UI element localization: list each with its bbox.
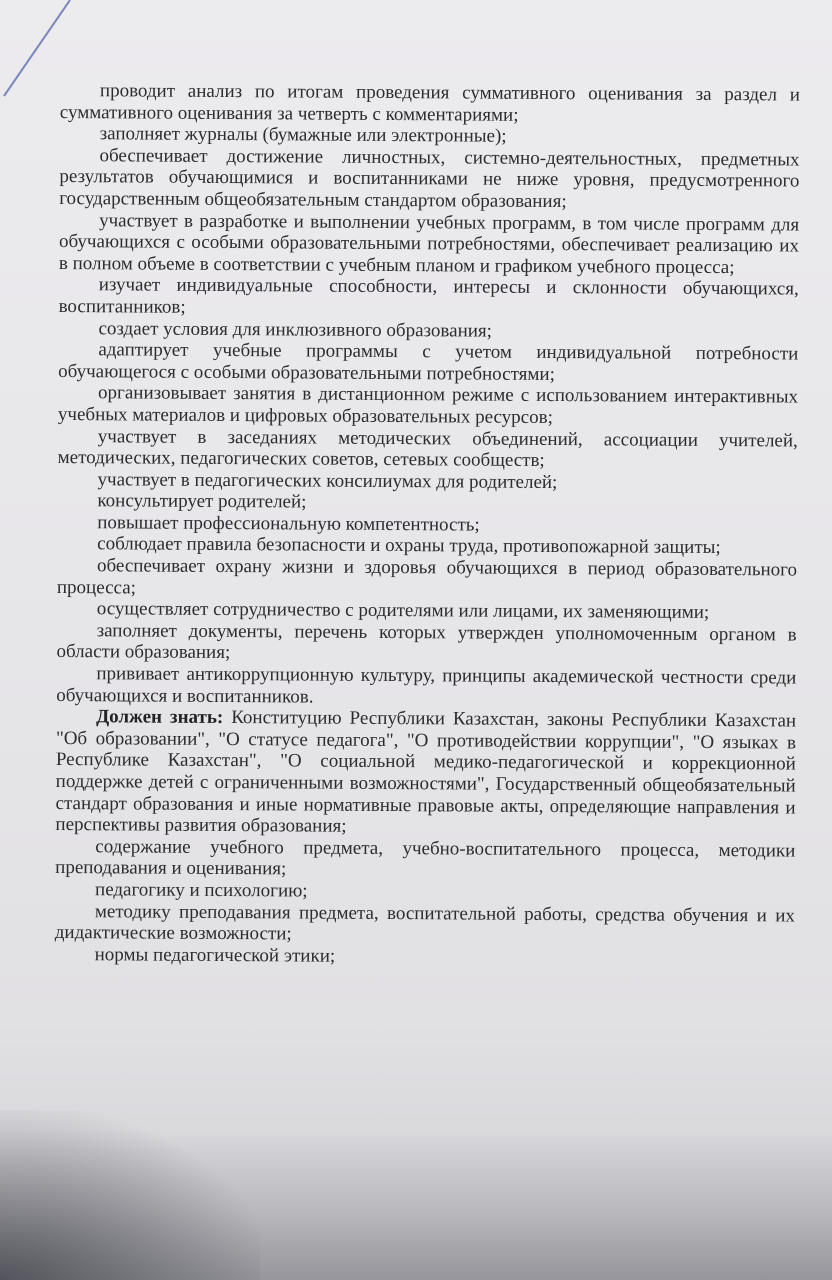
must-know-paragraph — [55, 706, 796, 840]
duty-item: изучает индивидуальные способности, интересы и склонности обучающихся, воспитанников; — [58, 274, 799, 318]
duty-item: повышает профессиональную компетентность; — [97, 512, 480, 536]
duty-item: участвует в заседаниях методических объединений, ассоциации учителей, методических, педагогических советов, сетевых сообществ; — [57, 425, 798, 472]
duty-item: заполняет документы, перечень которых утвержден уполномоченным органом в области образования; — [56, 620, 797, 664]
photo-shadow — [0, 1130, 832, 1280]
duty-item: обеспечивает охрану жизни и здоровья обучающихся в период образовательного процесса; — [56, 555, 798, 599]
duty-item: организовывает занятия в дистанционном режиме с использованием интерактивных учебных материалов и цифровых образовательных ресурсов; — [57, 382, 799, 428]
document-text — [55, 80, 800, 970]
duty-item: создает условия для инклюзивного образования; — [98, 317, 493, 342]
must-know-label: Должен знать: — [96, 706, 224, 729]
knowledge-item: содержание учебного предмета, учебно-воспитательного процесса, методики преподавания и оценивания; — [55, 836, 796, 880]
duty-item: участвует в педагогических консилиумах для родителей; — [97, 468, 558, 493]
duty-item: участвует в разработке и выполнении учебных программ, в том числе программ для обучающихся с особыми образовательными потребностями, обеспечивает реализацию их в полном объеме в соответствии с учебным планом и графиком учебного процесса; — [58, 209, 800, 278]
must-know-text: Конституцию Республики Казахстан, законы Республики Казахстан "Об образовании", "О статусе педагога", "О противодействии коррупции", "О языках в Республике Казахстан", "О социальной медико-педагогической и коррекционной поддержке детей с ограниченными возможностями", Государственный общеобязательный стандарт образования и иные нормативные правовые акты, определяющие направления и перспективы развития образования; — [55, 707, 797, 837]
knowledge-item: методику преподавания предмета, воспитательной работы, средства обучения и их дидактические возможности; — [54, 900, 795, 945]
duty-item: обеспечивает достижение личностных, системно-деятельностных, предметных результатов обучающимися и воспитанниками не ниже уровня, предусмотренного государственным общеобязательным стандартом образования; — [59, 145, 800, 213]
duty-item: заполняет журналы (бумажные или электронные); — [99, 123, 507, 147]
knowledge-item: педагогику и психологию; — [94, 879, 308, 902]
duty-item: прививает антикоррупционную культуру, принципы академической честности среди обучающихся и воспитанников. — [56, 663, 797, 708]
duty-item: проводит анализ по итогам проведения суммативного оценивания за раздел и суммативного оценивания за четверть с комментариями; — [59, 80, 800, 126]
photo-shadow-corner — [0, 1110, 260, 1280]
knowledge-item: нормы педагогической этики; — [94, 943, 336, 967]
duty-item: соблюдает правила безопасности и охраны труда, противопожарной защиты; — [97, 533, 721, 559]
duty-item: консультирует родителей; — [97, 490, 307, 513]
duty-item: осуществляет сотрудничество с родителями или лицами, их заменяющими; — [96, 598, 710, 624]
duty-item: адаптирует учебные программы с учетом индивидуальной потребности обучающегося с особыми образовательными потребностями; — [58, 339, 799, 385]
